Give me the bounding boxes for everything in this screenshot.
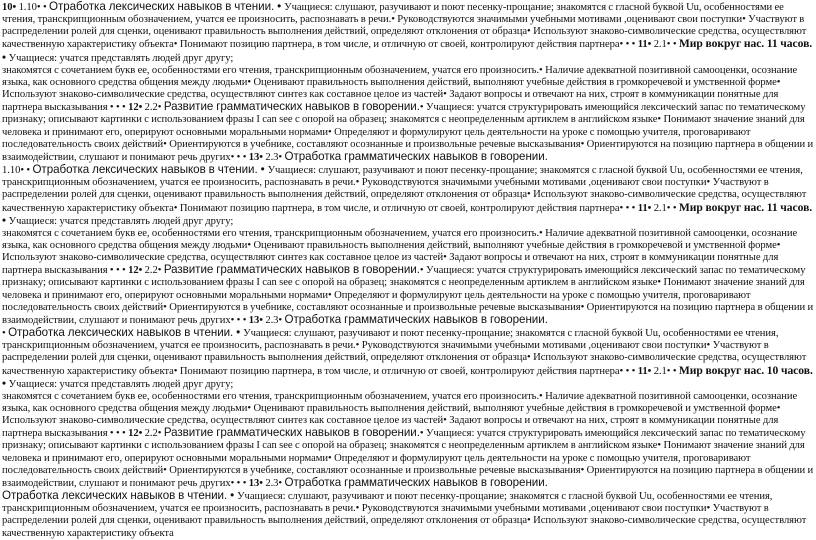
unit-heading: Мир вокруг нас. 11 часов. • bbox=[2, 37, 813, 64]
text-run: 2.3• bbox=[265, 151, 285, 163]
text-run: Учащиеся: слушают, разучивают и поют песенку-прощание; знакомятся с гласной буквой Uu, особенностями ее чтения, транскрипционным обозначением, учатся ее произносить, распознавать в речи.• Руководствуются значимыми учебными мотивами ,оценивают свои поступки• Участвуют в распределении ролей для сценки, оценивают правильность выполнения действий, определяют отклонения от образца• Используют знаково-символические средства, осуществляют качественную характеристику объекта• Понимают позицию партнера, в том числе, и отличную от своей, контролируют действия партнера• • • bbox=[2, 165, 807, 214]
text-run: 1.10• • bbox=[2, 165, 33, 177]
lesson-number: 11• bbox=[637, 202, 654, 214]
text-paragraph bbox=[2, 228, 814, 327]
section-heading: Развитие грамматических навыков в говорении. bbox=[163, 263, 420, 277]
text-run: 1.10• • bbox=[18, 2, 50, 13]
text-run: знакомятся с сочетанием букв ее, особенностями его чтения, транскрипционным обозначением, учатся его произносить.• Наличие адекватной позитивной самооценки, осознание языка, как основного средства общения между людьми• Оценивают правильность выполнения действий, выполняют учебные действия в громкоречевой и умственной форме• Используют знаково-символические средства, осуществляют синтез как составное целое из частей• Задают вопросы и отвечают на них, строят в коммуникации понятные для партнера высказывания • • • bbox=[2, 227, 798, 277]
unit-heading: Мир вокруг нас. 10 часов. • bbox=[2, 363, 813, 390]
text-run: • Учащиеся: учатся структурировать имеющийся лексический запас по тематическому признаку; описывают картинки с использованием фразы I can see с опорой на образец; знакомятся с неопределенным артиклем в английском языке• Понимают значение знаний для человека и принимают его, оперируют основными моральными нормами• Определяют и формулируют цель деятельности на уроке с помощью учителя, проговаривают последовательность своих действий• Ориентируются в учебнике, составляют осознанные и произвольные речевые высказывания• Ориентируются на позицию партнера в общении и взаимодействии, слушают и понимают речь других• • • bbox=[2, 265, 814, 326]
text-paragraph bbox=[2, 65, 814, 164]
text-run: • Учащиеся: учатся структурировать имеющийся лексический запас по тематическому признаку; описывают картинки с использованием фразы I can see с опорой на образец; знакомятся с неопределенным артиклем в английском языке• Понимают значение знаний для человека и принимают его, оперируют основными моральными нормами• Определяют и формулируют цель деятельности на уроке с помощью учителя, проговаривают последовательность своих действий• Ориентируются в учебнике, составляют осознанные и произвольные речевые высказывания• Ориентируются на позицию партнера в общении и взаимодействии, слушают и понимают речь других• • • bbox=[2, 102, 814, 163]
section-heading: Отработка лексических навыков в чтении. • bbox=[2, 489, 238, 503]
text-run: 2.2• bbox=[144, 102, 164, 114]
lesson-number: 10• bbox=[2, 2, 19, 13]
text-run: 2.3• bbox=[265, 477, 285, 489]
lesson-number: 11• bbox=[637, 39, 654, 51]
document-body bbox=[2, 1, 814, 540]
text-run: 2.1• • bbox=[653, 202, 679, 214]
section-heading: Отработка лексических навыков в чтении. • bbox=[49, 0, 285, 13]
text-run: знакомятся с сочетанием букв ее, особенностями его чтения, транскрипционным обозначением, учатся его произносить.• Наличие адекватной позитивной самооценки, осознание языка, как основного средства общения между людьми• Оценивают правильность выполнения действий, выполняют учебные действия в громкоречевой и умственной форме• Используют знаково-символические средства, осуществляют синтез как составное целое из частей• Задают вопросы и отвечают на них, строят в коммуникации понятные для партнера высказывания • • • bbox=[2, 390, 798, 440]
lesson-number: 13• bbox=[248, 314, 266, 326]
text-run: знакомятся с сочетанием букв ее, особенностями его чтения, транскрипционным обозначением, учатся его произносить.• Наличие адекватной позитивной самооценки, осознание языка, как основного средства общения между людьми• Оценивают правильность выполнения действий, выполняют учебные действия в громкоречевой и умственной форме• Используют знаково-символические средства, осуществляют синтез как составное целое из частей• Задают вопросы и отвечают на них, строят в коммуникации понятные для партнера высказывания • • • bbox=[2, 64, 798, 114]
text-run: • Учащиеся: учатся структурировать имеющийся лексический запас по тематическому признаку; описывают картинки с использованием фразы I can see с опорой на образец; знакомятся с неопределенным артиклем в английском языке• Понимают значение знаний для человека и принимают его, оперируют основными моральными нормами• Определяют и формулируют цель деятельности на уроке с помощью учителя, проговаривают последовательность своих действий• Ориентируются в учебнике, составляют осознанные и произвольные речевые высказывания• Ориентируются на позицию партнера в общении и взаимодействии, слушают и понимают речь других• • • bbox=[2, 428, 814, 489]
text-run: 2.2• bbox=[144, 428, 164, 440]
lesson-number: 12• bbox=[128, 428, 145, 440]
text-paragraph bbox=[2, 391, 814, 490]
section-heading: Развитие грамматических навыков в говорении. bbox=[163, 100, 420, 114]
text-run: Учащиеся: учатся представлять людей друг другу; bbox=[8, 215, 234, 227]
text-run: 2.1• • bbox=[653, 39, 679, 51]
text-run: 2.2• bbox=[144, 265, 164, 277]
section-heading: Развитие грамматических навыков в говорении. bbox=[163, 426, 420, 440]
section-heading: Отработка лексических навыков в чтении. • bbox=[8, 326, 244, 340]
lesson-number: 11• bbox=[637, 365, 654, 377]
section-heading: Отработка лексических навыков в чтении. • bbox=[32, 163, 268, 177]
lesson-number: 12• bbox=[128, 265, 145, 277]
text-run: Учащиеся: учатся представлять людей друг другу; bbox=[8, 52, 234, 64]
section-heading: Отработка грамматических навыков в говорении. bbox=[284, 475, 548, 489]
unit-heading: Мир вокруг нас. 11 часов. • bbox=[2, 200, 813, 227]
text-paragraph bbox=[2, 490, 814, 540]
text-run: Учащиеся: слушают, разучивают и поют песенку-прощание; знакомятся с гласной буквой Uu, особенностями ее чтения, транскрипционным обозначением, учатся ее произносить, распознавать в речи.• Руководствуются значимыми учебными мотивами ,оценивают свои поступки• Участвуют в распределении ролей для сценки, оценивают правильность выполнения действий, определяют отклонения от образца• Используют знаково-символические средства, осуществляют качественную характеристику объекта bbox=[2, 491, 807, 539]
section-heading: Отработка грамматических навыков в говорении. bbox=[284, 149, 548, 163]
text-paragraph bbox=[2, 327, 814, 391]
text-run: Учащиеся: учатся представлять людей друг другу; bbox=[8, 378, 234, 390]
text-paragraph bbox=[2, 1, 814, 65]
text-run: Учащиеся: слушают, разучивают и поют песенку-прощание; знакомятся с гласной буквой Uu, особенностями ее чтения, транскрипционным обозначением, учатся ее произносить, распознавать в речи.• Руководствуются значимыми учебными мотивами ,оценивают свои поступки• Участвуют в распределении ролей для сценки, оценивают правильность выполнения действий, определяют отклонения от образца• Используют знаково-символические средства, осуществляют качественную характеристику объекта• Понимают позицию партнера, в том числе, и отличную от своей, контролируют действия партнера• • • bbox=[2, 2, 807, 51]
section-heading: Отработка грамматических навыков в говорении. bbox=[284, 312, 548, 326]
text-paragraph bbox=[2, 164, 814, 228]
lesson-number: 13• bbox=[248, 477, 266, 489]
lesson-number: 13• bbox=[248, 151, 266, 163]
lesson-number: 12• bbox=[128, 102, 145, 114]
text-run: • bbox=[2, 328, 9, 340]
text-run: 2.3• bbox=[265, 314, 285, 326]
text-run: 2.1• • bbox=[653, 365, 679, 377]
text-run: Учащиеся: слушают, разучивают и поют песенку-прощание; знакомятся с гласной буквой Uu, особенностями ее чтения, транскрипционным обозначением, учатся ее произносить, распознавать в речи.• Руководствуются значимыми учебными мотивами ,оценивают свои поступки• Участвуют в распределении ролей для сценки, оценивают правильность выполнения действий, определяют отклонения от образца• Используют знаково-символические средства, осуществляют качественную характеристику объекта• Понимают позицию партнера, в том числе, и отличную от своей, контролируют действия партнера• • • bbox=[2, 328, 807, 377]
